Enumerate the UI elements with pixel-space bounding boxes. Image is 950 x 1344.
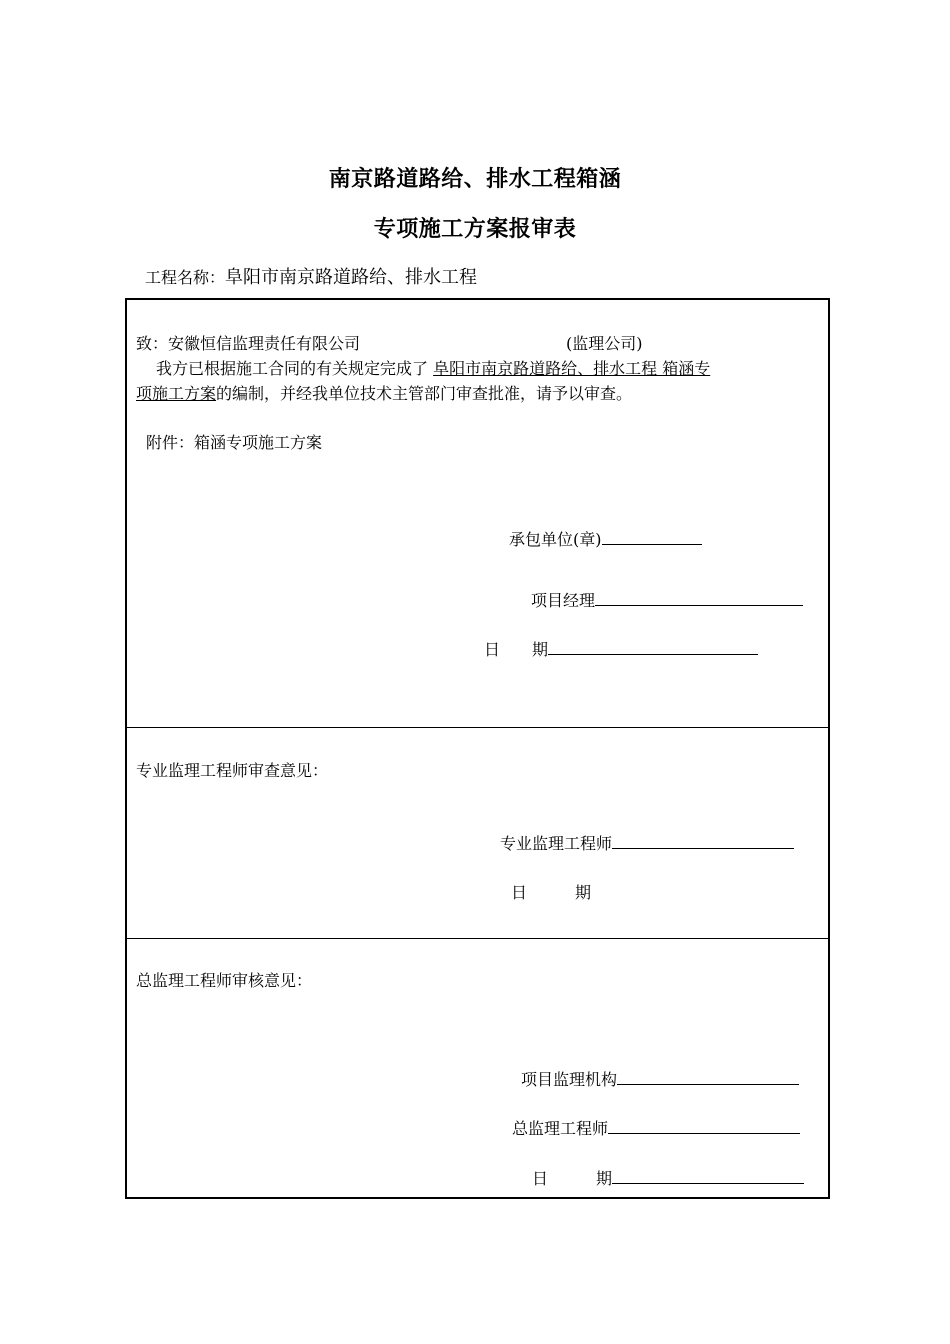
addressee-label: 致： (136, 334, 169, 353)
chief-engineer-blank (608, 1132, 800, 1134)
chief-date-blank (612, 1182, 804, 1184)
project-name-line (145, 263, 477, 289)
project-manager-blank (595, 604, 803, 606)
contractor-submission-section (127, 300, 828, 728)
specialist-engineer-field (500, 831, 794, 854)
specialist-review-heading: 专业监理工程师审查意见： (136, 761, 329, 780)
submission-suffix: 的编制，并经我单位技术主管部门审查批准，请予以审查。 (216, 384, 633, 403)
addressee-value: 安徽恒信监理责任有限公司 (168, 334, 361, 353)
chief-date-label: 日 期 (532, 1169, 613, 1188)
supervision-org-label: 项目监理机构 (521, 1070, 618, 1089)
chief-review-section (127, 939, 828, 1197)
document-title-line2: 专项施工方案报审表 (373, 217, 577, 242)
contractor-seal-field (509, 527, 702, 550)
submission-text-line2 (136, 381, 632, 404)
chief-engineer-field (512, 1116, 800, 1139)
specialist-review-section (127, 728, 828, 939)
submission-date-blank (548, 653, 758, 655)
addressee-line (136, 331, 360, 354)
submission-date-field (484, 637, 758, 660)
project-name-label: 工程名称： (145, 268, 226, 287)
chief-date-field (532, 1166, 804, 1189)
attachment-line: 附件：箱涵专项施工方案 (146, 433, 323, 452)
contractor-seal-blank (602, 543, 702, 545)
supervision-org-blank (617, 1083, 799, 1085)
project-manager-label: 项目经理 (531, 591, 596, 610)
submission-date-label: 日 期 (484, 640, 549, 659)
submission-subject-b: 项施工方案 (136, 384, 217, 403)
chief-engineer-label: 总监理工程师 (512, 1119, 609, 1138)
submission-subject-a: 阜阳市南京路道路给、排水工程 箱涵专 (433, 359, 711, 378)
submission-text-line1 (156, 356, 710, 379)
project-name-value: 阜阳市南京路道路给、排水工程 (225, 267, 478, 288)
contractor-seal-label: 承包单位(章) (509, 530, 602, 549)
supervision-org-field (521, 1067, 799, 1090)
document-title-line1: 南京路道路给、排水工程箱涵 (328, 167, 622, 192)
review-form (125, 298, 830, 1199)
submission-prefix: 我方已根据施工合同的有关规定完成了 (156, 359, 429, 378)
specialist-date-label: 日 期 (511, 883, 592, 902)
specialist-engineer-blank (612, 847, 794, 849)
project-manager-field (531, 588, 803, 611)
specialist-engineer-label: 专业监理工程师 (500, 834, 613, 853)
addressee-suffix: (监理公司) (566, 334, 643, 353)
chief-review-heading: 总监理工程师审核意见： (136, 971, 313, 990)
